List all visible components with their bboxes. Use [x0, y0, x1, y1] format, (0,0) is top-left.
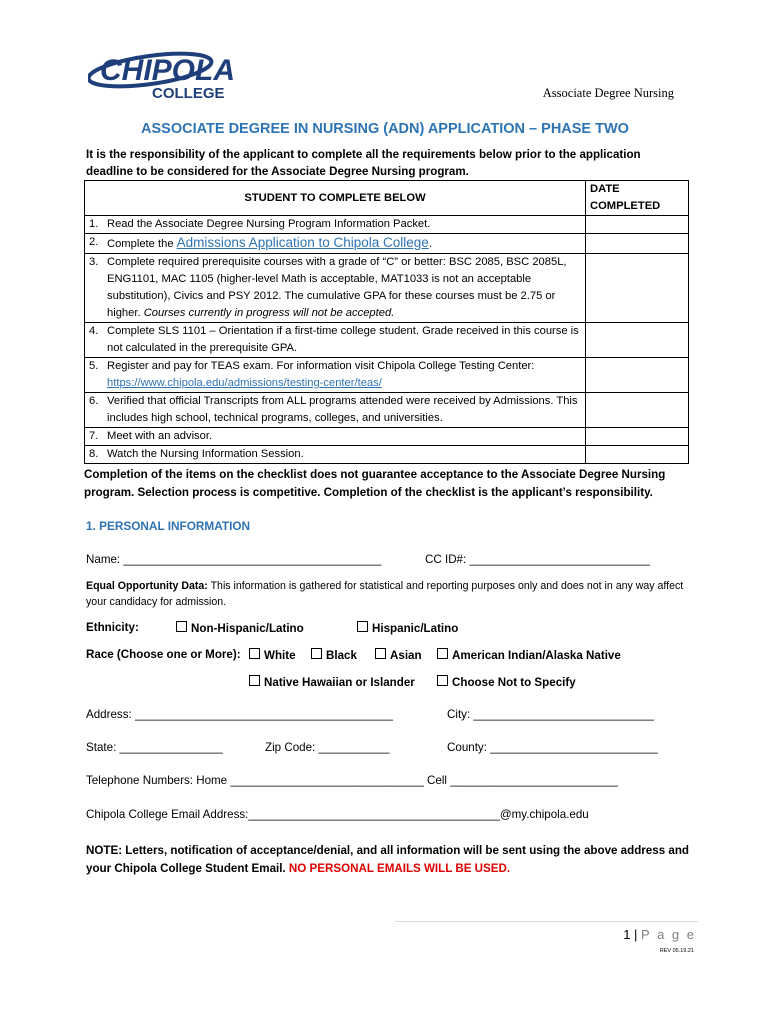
checkbox-label: Non-Hispanic/Latino: [191, 622, 304, 635]
item-number: 5.: [89, 360, 99, 372]
table-row: [85, 216, 689, 234]
logo-wordmark: CHIPOLA: [100, 54, 235, 87]
item-number: 2.: [89, 236, 99, 248]
county-field[interactable]: County: __________________________: [447, 741, 658, 754]
page-title: ASSOCIATE DEGREE IN NURSING (ADN) APPLICATION – PHASE TWO: [141, 121, 629, 137]
revision-code: REV 05.19.21: [659, 948, 694, 954]
checkbox-icon: [249, 648, 260, 659]
item-text-end: .: [428, 238, 432, 250]
item-number: 8.: [89, 448, 99, 460]
note-body: NOTE: Letters, notification of acceptance/denial, and all information will be sent using the above address and your Chipola College Student Email.: [86, 844, 689, 875]
checkbox-label: Asian: [390, 649, 422, 662]
table-row: [85, 323, 689, 358]
table-row: [85, 234, 689, 254]
item-number: 7.: [89, 430, 99, 442]
ethnicity-label: Ethnicity:: [86, 621, 139, 634]
date-cell[interactable]: [586, 216, 689, 234]
checkbox-white[interactable]: [249, 648, 296, 662]
item-text: Watch the Nursing Information Session.: [107, 448, 304, 460]
item-text: Read the Associate Degree Nursing Program Information Packet.: [107, 218, 431, 230]
section-heading-personal-info: 1. PERSONAL INFORMATION: [86, 519, 251, 533]
checkbox-asian[interactable]: [375, 648, 422, 662]
page-word: P a g e: [641, 927, 696, 942]
item-number: 1.: [89, 218, 99, 230]
date-cell[interactable]: [586, 393, 689, 428]
date-cell[interactable]: [586, 234, 689, 254]
checkbox-icon: [357, 621, 368, 632]
date-cell[interactable]: [586, 323, 689, 358]
item-text: Verified that official Transcripts from ALL programs attended were received by Admissions. This includes high school, technical programs, colleges, and universities.: [107, 395, 578, 424]
page-sep: |: [630, 927, 642, 942]
checklist-table: [84, 180, 689, 464]
header-program-name: Associate Degree Nursing: [542, 86, 674, 100]
checkbox-icon: [437, 675, 448, 686]
race-label: Race (Choose one or More):: [86, 648, 241, 661]
item-text: Meet with an advisor.: [107, 430, 213, 442]
note-warning: NO PERSONAL EMAILS WILL BE USED.: [288, 862, 511, 875]
city-field[interactable]: City: ____________________________: [447, 708, 654, 721]
checkbox-icon: [176, 621, 187, 632]
checkbox-non-hispanic[interactable]: [176, 621, 304, 635]
checkbox-icon: [437, 648, 448, 659]
footer-divider: [395, 921, 698, 922]
checkbox-american-indian[interactable]: [437, 648, 621, 662]
item-number: 4.: [89, 325, 99, 337]
item-text: Register and pay for TEAS exam. For information visit Chipola College Testing Center:: [107, 360, 535, 372]
checkbox-label: American Indian/Alaska Native: [452, 649, 621, 662]
checkbox-label: Native Hawaiian or Islander: [264, 676, 415, 689]
telephone-field[interactable]: Telephone Numbers: Home ______________________________ Cell __________________________: [86, 774, 618, 787]
item-number: 3.: [89, 256, 99, 268]
item-number: 6.: [89, 395, 99, 407]
name-field[interactable]: Name: ________________________________________: [86, 553, 382, 566]
checkbox-label: Choose Not to Specify: [452, 676, 576, 689]
checkbox-hispanic[interactable]: [357, 621, 458, 635]
date-cell[interactable]: [586, 446, 689, 464]
table-row: [85, 393, 689, 428]
zip-field[interactable]: Zip Code: ___________: [265, 741, 390, 754]
checkbox-label: White: [264, 649, 296, 662]
item-text: Complete required prerequisite courses with a grade of “C” or better: BSC 2085, BSC 2085L, ENG1101, MAC 1105 (higher-level Math is acceptable, MAT1033 is not an acceptable substitution), Civics and PSY 2012. The cumulative GPA for these courses must be 2.75 or higher.: [107, 256, 567, 319]
cc-id-field[interactable]: CC ID#: ____________________________: [425, 553, 650, 566]
page-number: [623, 927, 696, 942]
date-cell[interactable]: [586, 254, 689, 323]
col-header-student: STUDENT TO COMPLETE BELOW: [85, 181, 586, 216]
item-text: Complete the: [107, 238, 177, 250]
checkbox-icon: [249, 675, 260, 686]
item-text: Complete SLS 1101 – Orientation if a first-time college student. Grade received in this course is not calculated in the prerequisite GPA.: [107, 325, 579, 354]
equal-opportunity-note: [86, 578, 686, 610]
checkbox-black[interactable]: [311, 648, 357, 662]
checkbox-icon: [375, 648, 386, 659]
logo-subword: COLLEGE: [152, 85, 225, 102]
checkbox-label: Black: [326, 649, 357, 662]
checkbox-icon: [311, 648, 322, 659]
note-text: [86, 842, 696, 878]
date-cell[interactable]: [586, 428, 689, 446]
checkbox-not-specify[interactable]: [437, 675, 576, 689]
chipola-college-logo: [88, 50, 268, 102]
teas-link[interactable]: https://www.chipola.edu/admissions/testing-center/teas/: [107, 377, 382, 389]
table-row: [85, 428, 689, 446]
address-field[interactable]: Address: ________________________________________: [86, 708, 393, 721]
state-field[interactable]: State: ________________: [86, 741, 223, 754]
col-header-date: DATE COMPLETED: [586, 181, 689, 216]
table-row: [85, 446, 689, 464]
admissions-application-link[interactable]: Admissions Application to Chipola College: [176, 235, 429, 250]
eo-label: Equal Opportunity Data:: [86, 580, 208, 592]
page-num: 1: [623, 927, 631, 942]
intro-text: It is the responsibility of the applicant to complete all the requirements below prior to the application deadline to be considered for the Associate Degree Nursing program.: [86, 148, 641, 178]
date-cell[interactable]: [586, 358, 689, 393]
table-row: [85, 358, 689, 393]
email-field[interactable]: Chipola College Email Address:_______________________________________@my.chipola.edu: [86, 808, 589, 821]
checklist-note: Completion of the items on the checklist does not guarantee acceptance to the Associate Degree Nursing program. Selection process is competitive. Completion of the checklist is the applicant’s responsibility.: [84, 468, 666, 499]
table-row: [85, 254, 689, 323]
eo-text: This information is gathered for statistical and reporting purposes only and does not in any way affect your candidacy for admission.: [86, 580, 684, 608]
checkbox-native-hawaiian[interactable]: [249, 675, 415, 689]
checkbox-label: Hispanic/Latino: [372, 622, 459, 635]
item-italic-note: Courses currently in progress will not be accepted.: [143, 307, 395, 319]
